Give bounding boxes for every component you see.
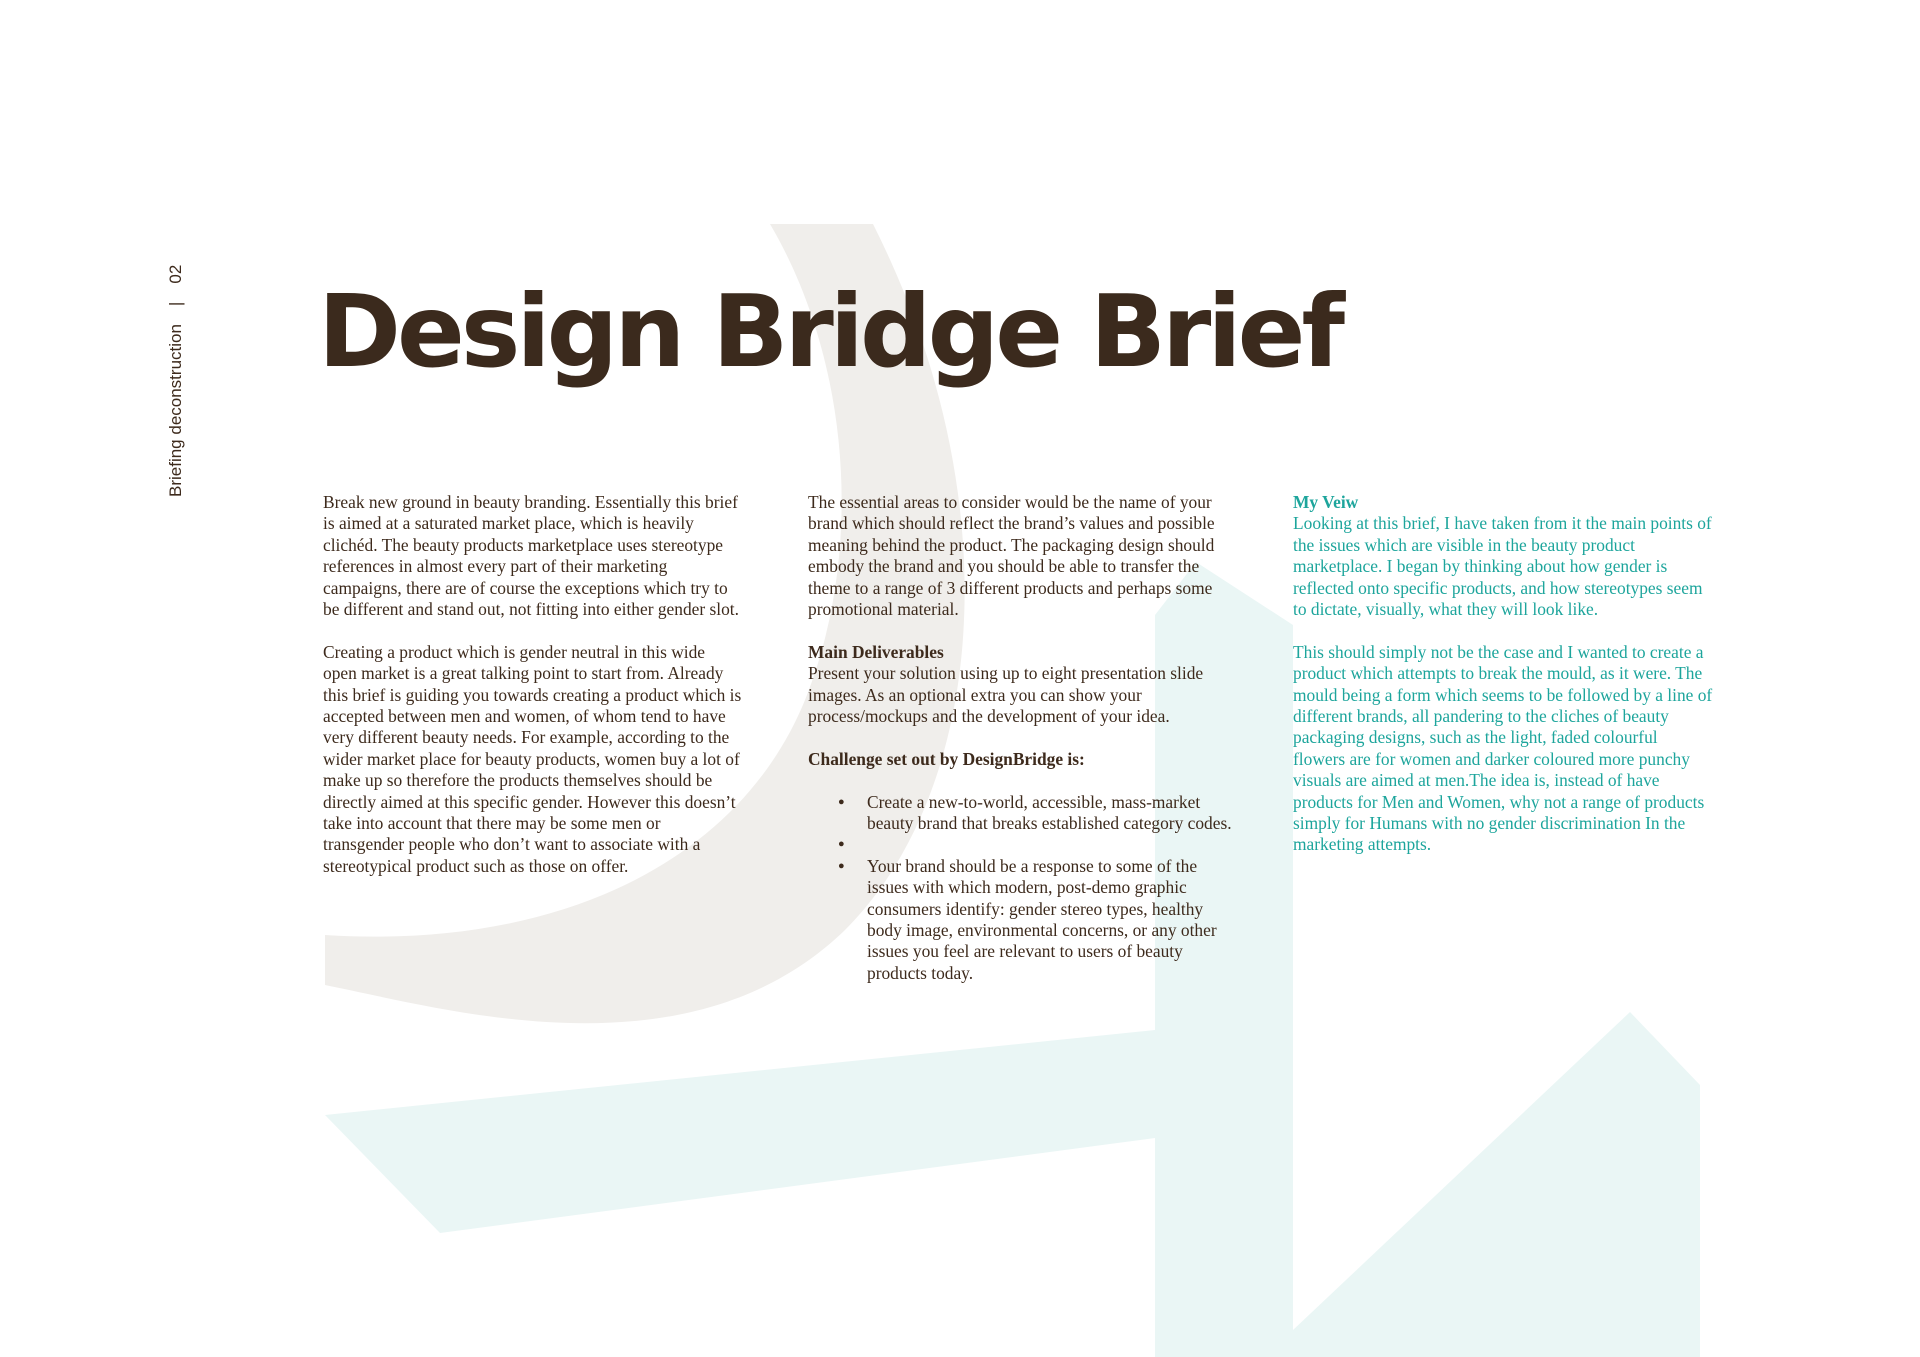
page-title: Design Bridge Brief <box>318 273 1341 390</box>
brief-overview-column <box>323 492 743 877</box>
challenge-item: ● Your brand should be a response to some of the issues with which modern, post-demo graphic consumers identify: gender stereo types, healthy body image, environmental concerns, or any other issues you feel are relevant to users of beauty products today. <box>808 856 1238 984</box>
overview-paragraph-2: Creating a product which is gender neutral in this wide open market is a great talking point to start from. Already this brief is guiding you towards creating a product which is accepted between men and women, of whom tend to have very different beauty needs. For example, according to the wider market place for beauty products, women buy a lot of make up so therefore the products themselves should be directly aimed at this specific gender. However this doesn’t take into account that there may be some men or transgender people who don’t want to associate with a stereotypical product such as those on offer. <box>323 641 742 876</box>
requirements-intro: The essential areas to consider would be the name of your brand which should reflect the brand’s values and possible meaning behind the product. The packaging design should embody the brand and you should be able to transfer the theme to a range of 3 different products and perhaps some promotional material. <box>808 492 1215 620</box>
my-view-paragraph-1: Looking at this brief, I have taken from it the main points of the issues which are visible in the beauty product marketplace. I began by thinking about how gender is reflected onto specific products, and how stereotypes seem to dictate, visually, what they will look like. <box>1293 513 1712 620</box>
deliverables-text: Present your solution using up to eight presentation slide images. As an optional extra you can show your process/mockups and the development of your idea. <box>808 663 1204 727</box>
challenge-heading: Challenge set out by DesignBridge is: <box>808 748 1085 769</box>
section-side-label <box>166 265 186 497</box>
my-view-heading: My Veiw <box>1293 492 1359 512</box>
deliverables-heading: Main Deliverables <box>808 641 944 662</box>
section-name: Briefing deconstruction <box>166 324 185 497</box>
separator-bar: | <box>166 301 185 307</box>
my-view-paragraph-2: This should simply not be the case and I wanted to create a product which attempts to break the mould, as it were. The mould being a form which seems to be followed by a line of different brands, all pandering to the cliches of beauty packaging designs, such as the light, faded colourful flowers are for women and darker coloured more punchy visuals are aimed at men.The idea is, instead of have products for Men and Women, why not a range of products simply for Humans with no gender discrimination In the marketing attempts. <box>1293 641 1713 855</box>
brief-requirements-column <box>808 492 1238 984</box>
overview-paragraph-1: Break new ground in beauty branding. Essentially this brief is aimed at a saturated market place, which is heavily clichéd. The beauty products marketplace uses stereotype references in almost every part of their marketing campaigns, there are of course the exceptions which try to be different and stand out, not fitting into either gender slot. <box>323 492 739 620</box>
challenge-list <box>808 792 1238 985</box>
challenge-item: ● Create a new-to-world, accessible, mass-market beauty brand that breaks established category codes. <box>808 792 1238 835</box>
my-view-column <box>1293 492 1713 856</box>
page-number: 02 <box>166 264 185 284</box>
